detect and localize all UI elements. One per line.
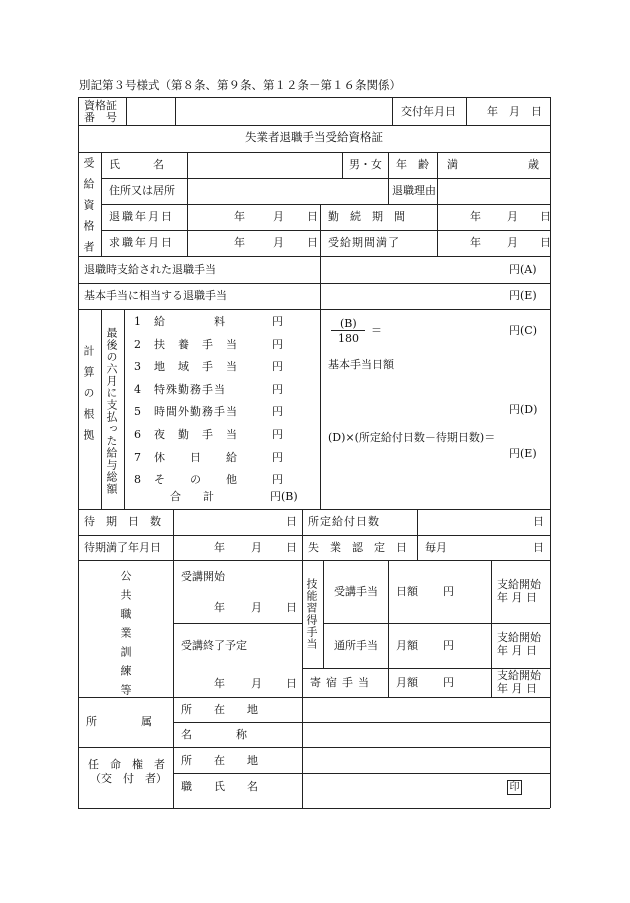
prescribed-days-label: 所定給付日数 (308, 515, 380, 528)
officer-name-label: 職 氏 名 (181, 780, 258, 793)
rule (173, 560, 174, 697)
waiting-end-date-label: 待期満了年月日 (84, 541, 161, 554)
course-start-label: 受講開始 (181, 570, 225, 583)
ymd-day: 日 (286, 677, 297, 690)
age-suffix: 歳 (528, 158, 539, 171)
sex-label: 男・女 (349, 158, 382, 171)
salary-item-label: 扶 養 手 当 (154, 338, 238, 351)
retire-reason-label: 退職理由 (392, 184, 436, 197)
cert-number-label: 資格証 (84, 99, 117, 112)
org-name-label: 名 称 (181, 728, 247, 741)
ymd-year: 年 (470, 210, 481, 223)
age-prefix: 満 (447, 158, 458, 171)
rule (78, 697, 550, 698)
rule (320, 256, 321, 309)
affiliation-label: 所 属 (86, 715, 152, 728)
ymd-month: 月 (273, 210, 284, 223)
rule (173, 773, 550, 774)
day-unit: 日 (533, 541, 544, 554)
rule (388, 152, 389, 204)
monthly-amount-label: 月額 (396, 676, 418, 689)
ymd-year: 年 (214, 601, 225, 614)
yen-unit: 円 (443, 639, 454, 652)
rule (101, 204, 550, 205)
rule (78, 560, 550, 561)
monthly-label: 毎月 (425, 541, 447, 554)
course-end-label: 受講終了予定 (181, 639, 247, 652)
salary-item-number: 3 (134, 360, 141, 373)
rule (388, 560, 389, 697)
name-label: 氏 名 (109, 158, 164, 171)
rule (78, 283, 550, 284)
salary-item-yen-unit: 円 (272, 338, 283, 351)
salary-item-label: 夜 勤 手 当 (154, 428, 238, 441)
location-label: 所 在 地 (181, 703, 258, 716)
ymd-day: 日 (307, 210, 318, 223)
yen-unit: 円 (443, 585, 454, 598)
ymd-month: 月 (507, 210, 518, 223)
fraction-denominator: 180 (338, 332, 359, 345)
fraction-numerator: (B) (340, 317, 357, 330)
form-title: 失業者退職手当受給資格証 (245, 130, 383, 144)
rule (323, 623, 550, 624)
issue-date-label: 交付年月日 (401, 105, 456, 118)
rule (302, 560, 303, 697)
ymd-year: 年 (234, 210, 245, 223)
yen-e-result: 円(E) (509, 447, 537, 460)
form-number-note: 別記第３号様式（第８条、第９条、第１２条－第１６条関係） (79, 78, 401, 92)
retire-allowance-label: 退職時支給された退職手当 (84, 263, 216, 276)
ymd-month: 月 (251, 541, 262, 554)
recipient-vertical-label: 受給資格者 (82, 157, 95, 262)
rule (78, 509, 550, 510)
yen-c: 円(C) (509, 324, 537, 337)
salary-item-label: 地 域 手 当 (154, 360, 238, 373)
commute-allowance-label: 通所手当 (334, 639, 378, 652)
rule (78, 97, 550, 98)
salary-item-yen-unit: 円 (272, 383, 283, 396)
rule (101, 178, 550, 179)
salary-item-number: 6 (134, 428, 141, 441)
rule (323, 560, 324, 668)
ymd-day: 日 (307, 236, 318, 249)
payment-start-label: 支給開始 (497, 578, 541, 591)
total-label: 合 計 (170, 490, 214, 503)
rule (550, 97, 551, 808)
service-period-label: 勤 続 期 間 (328, 210, 405, 223)
monthly-amount-label: 月額 (396, 639, 418, 652)
ymd-month: 月 (251, 601, 262, 614)
salary-item-label: そ の 他 (154, 473, 238, 486)
rule (78, 309, 550, 310)
equals-sign: ＝ (371, 324, 382, 337)
daily-amount-label: 日額 (396, 585, 418, 598)
issue-date-ymd: 年 月 日 (487, 105, 542, 118)
ymd-year: 年 (214, 541, 225, 554)
salary-item-label: 給 料 (154, 315, 226, 328)
fraction-bar (331, 330, 365, 331)
rule (417, 509, 418, 560)
seal-mark: 印 (507, 780, 522, 795)
appointer-label: 任 命 権 者 (88, 758, 165, 771)
yen-a: 円(A) (509, 263, 537, 276)
salary-item-label: 時間外勤務手当 (154, 405, 238, 418)
salary-item-number: 5 (134, 405, 141, 418)
salary-item-yen-unit: 円 (272, 451, 283, 464)
skill-allowance-vertical-label: 技能習得手当 (305, 578, 318, 650)
rule (78, 808, 550, 809)
day-unit: 日 (533, 515, 544, 528)
rule (78, 152, 550, 153)
ymd-month: 月 (251, 677, 262, 690)
rule (437, 204, 438, 256)
salary-item-number: 2 (134, 338, 141, 351)
salary-item-number: 1 (134, 315, 141, 328)
rule (101, 152, 102, 256)
formula-label: (D)×(所定給付日数－待期日数)＝ (328, 431, 496, 444)
salary-item-yen-unit: 円 (272, 473, 283, 486)
salary-item-yen-unit: 円 (272, 360, 283, 373)
day-unit: 日 (286, 515, 297, 528)
basic-daily-amount-label: 基本手当日額 (328, 358, 394, 371)
rule (466, 97, 467, 125)
yen-unit: 円 (443, 676, 454, 689)
rule (437, 152, 438, 204)
ymd-day: 日 (286, 541, 297, 554)
payment-start-ymd: 年 月 日 (497, 591, 537, 604)
rule (173, 623, 302, 624)
rule (78, 97, 79, 808)
job-seek-date-label: 求職年月日 (109, 236, 174, 249)
salary-item-number: 4 (134, 383, 141, 396)
payment-start-label: 支給開始 (497, 669, 541, 682)
rule (126, 97, 127, 125)
last-six-months-vertical-label: 最後の六月に支払った給与総額 (105, 327, 118, 495)
retire-date-label: 退職年月日 (109, 210, 174, 223)
ymd-day: 日 (540, 236, 551, 249)
ymd-month: 月 (507, 236, 518, 249)
waiting-days-label: 待 期 日 数 (84, 515, 161, 528)
location-label: 所 在 地 (181, 754, 258, 767)
rule (320, 309, 321, 509)
public-training-vertical-label: 公共職業訓練等 (119, 570, 132, 703)
salary-item-number: 7 (134, 451, 141, 464)
rule (124, 309, 125, 509)
payment-start-ymd: 年 月 日 (497, 682, 537, 695)
boarding-allowance-label: 寄宿手当 (310, 676, 374, 689)
rule (101, 230, 550, 231)
age-label: 年 齢 (396, 158, 429, 171)
address-label: 住所又は居所 (109, 184, 175, 197)
ymd-month: 月 (273, 236, 284, 249)
rule (320, 204, 321, 256)
ymd-year: 年 (470, 236, 481, 249)
salary-item-yen-unit: 円 (272, 428, 283, 441)
ymd-year: 年 (214, 677, 225, 690)
ymd-day: 日 (286, 601, 297, 614)
rule (302, 697, 303, 808)
payment-start-label: 支給開始 (497, 631, 541, 644)
salary-item-yen-unit: 円 (272, 315, 283, 328)
benefit-period-end-label: 受給期間満了 (328, 236, 400, 249)
rule (173, 722, 550, 723)
yen-e: 円(E) (509, 289, 537, 302)
rule (173, 509, 174, 560)
salary-item-yen-unit: 円 (272, 405, 283, 418)
lecture-allowance-label: 受講手当 (334, 585, 378, 598)
calc-basis-vertical-label: 計算の根拠 (82, 345, 95, 450)
rule (491, 560, 492, 697)
yen-d: 円(D) (509, 403, 538, 416)
yen-b: 円(B) (270, 490, 298, 503)
salary-item-label: 特殊勤務手当 (154, 383, 226, 396)
rule (101, 309, 102, 509)
payment-start-ymd: 年 月 日 (497, 644, 537, 657)
issuer-label: （交 付 者） (90, 772, 167, 785)
ymd-year: 年 (234, 236, 245, 249)
basic-equivalent-label: 基本手当に相当する退職手当 (84, 289, 227, 302)
rule (78, 125, 550, 126)
rule (302, 509, 303, 560)
rule (78, 747, 550, 748)
salary-item-number: 8 (134, 473, 141, 486)
rule (173, 697, 174, 808)
rule (187, 152, 188, 256)
rule (78, 256, 550, 257)
ymd-day: 日 (540, 210, 551, 223)
salary-item-label: 休 日 給 (154, 451, 238, 464)
rule (175, 97, 176, 125)
unemployment-cert-day-label: 失 業 認 定 日 (308, 541, 407, 554)
rule (392, 97, 393, 125)
cert-number-label: 番 号 (84, 111, 117, 124)
rule (78, 535, 550, 536)
rule (342, 152, 343, 178)
